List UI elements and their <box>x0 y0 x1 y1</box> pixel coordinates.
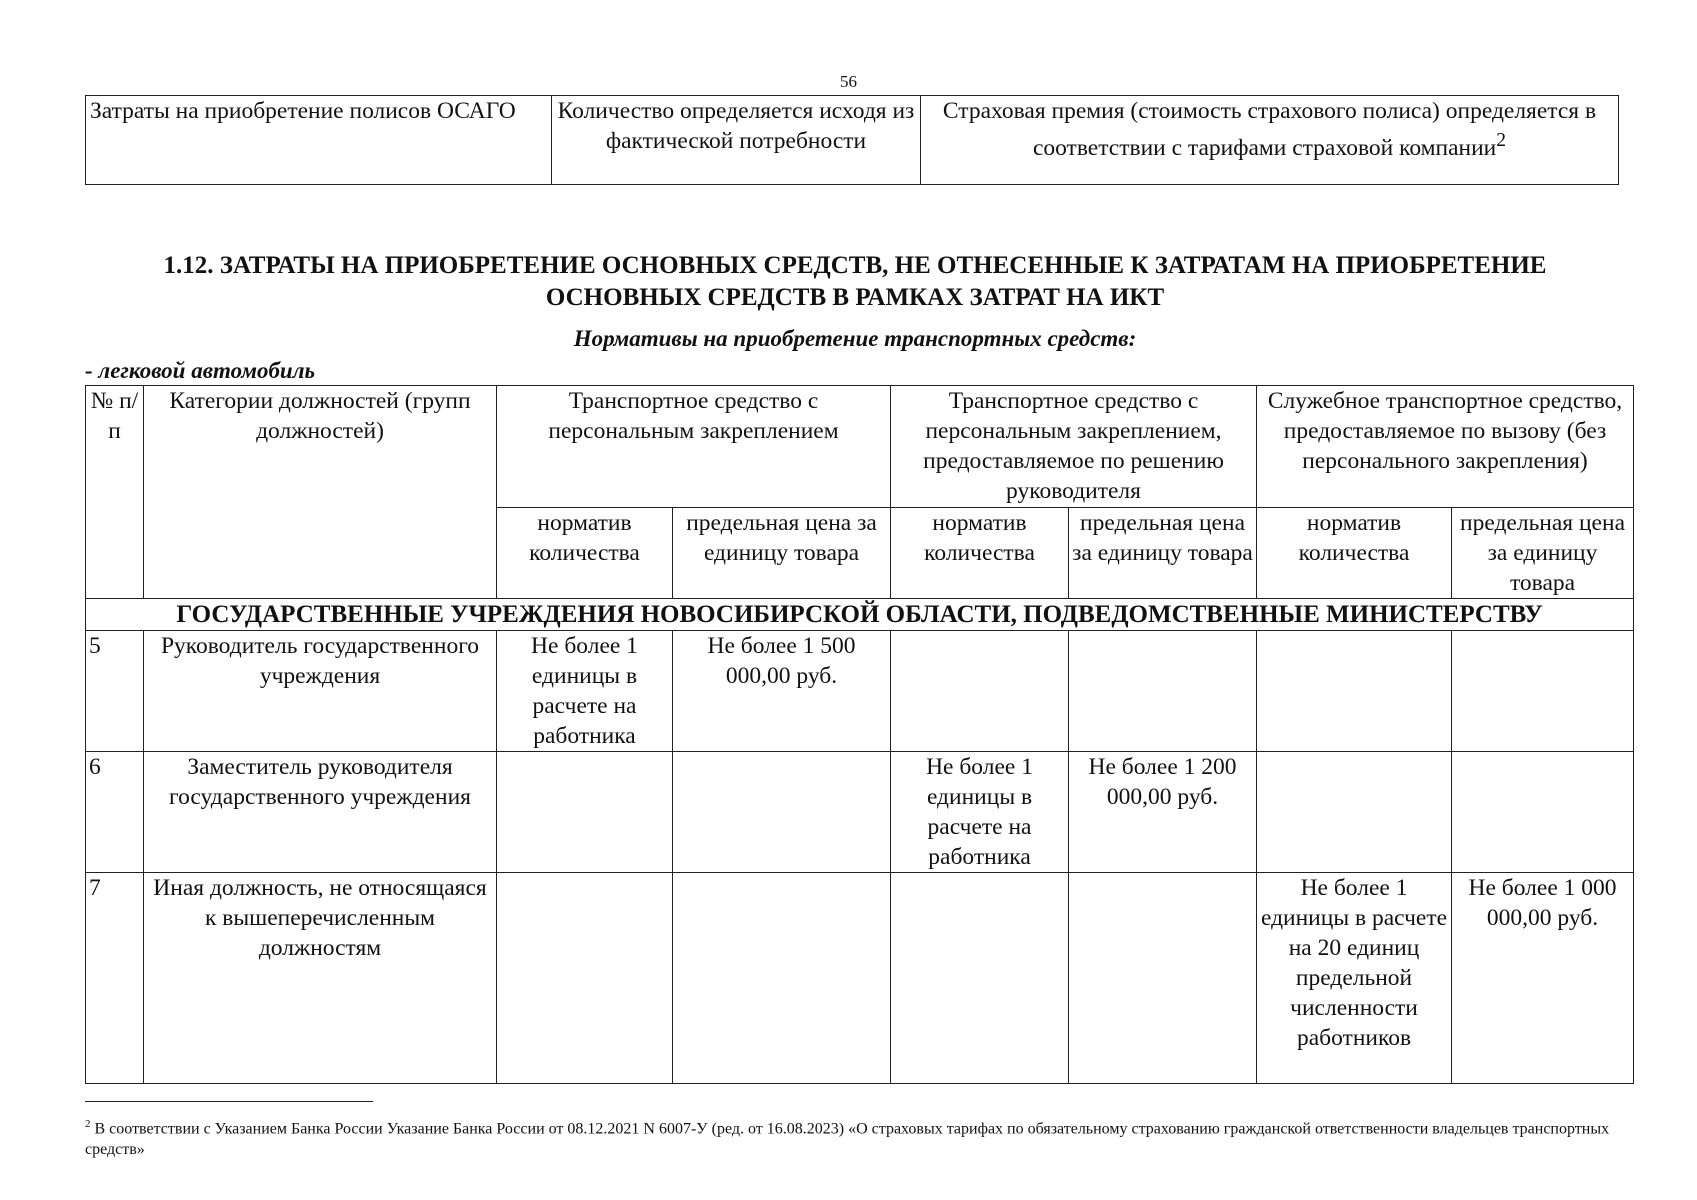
cell-g1-qty <box>497 752 673 873</box>
subtitle: Нормативы на приобретение транспортных средств: <box>573 326 1137 351</box>
header-norm-qty: норматив количества <box>497 508 673 599</box>
row-category: Иная должность, не относящаяся к вышеперечисленным должностям <box>144 873 497 1084</box>
cell-g2-qty <box>891 873 1069 1084</box>
cell-g1-qty <box>497 873 673 1084</box>
cell-g2-price <box>1069 631 1257 752</box>
row-num: 5 <box>86 631 144 752</box>
cell-g1-price: Не более 1 500 000,00 руб. <box>673 631 891 752</box>
cell-g2-qty: Не более 1 единицы в расчете на работника <box>891 752 1069 873</box>
section-row-title: ГОСУДАРСТВЕННЫЕ УЧРЕЖДЕНИЯ НОВОСИБИРСКОЙ ОБЛАСТИ, ПОДВЕДОМСТВЕННЫЕ МИНИСТЕРСТВУ <box>86 599 1634 631</box>
table-row <box>86 631 1634 752</box>
header-row <box>86 386 1634 508</box>
cell-g3-price <box>1452 752 1634 873</box>
footnote-mark: 2 <box>1496 130 1507 151</box>
row-num: 6 <box>86 752 144 873</box>
cell-g1-price <box>673 873 891 1084</box>
header-max-price: предельная цена за единицу товара <box>673 508 891 599</box>
footnote-separator <box>85 1101 373 1102</box>
osago-price-text: Страховая премия (стоимость страхового полиса) определяется в соответствии с тарифами страховой компании <box>942 98 1597 161</box>
section-title: 1.12. ЗАТРАТЫ НА ПРИОБРЕТЕНИЕ ОСНОВНЫХ СРЕДСТВ, НЕ ОТНЕСЕННЫЕ К ЗАТРАТАМ НА ПРИОБРЕТЕНИЕ ОСНОВНЫХ СРЕДСТВ В РАМКАХ ЗАТРАТ НА ИКТ <box>163 252 1547 311</box>
cell-g3-qty <box>1257 752 1452 873</box>
table-row <box>86 96 1619 185</box>
header-max-price: предельная цена за единицу товара <box>1069 508 1257 599</box>
cell-g1-price <box>673 752 891 873</box>
header-max-price: предельная цена за единицу товара <box>1452 508 1634 599</box>
header-group-on-call: Служебное транспортное средство, предоставляемое по вызову (без персонального закрепления) <box>1257 386 1634 508</box>
footnote <box>85 1114 1625 1160</box>
osago-price-cell <box>921 96 1619 185</box>
header-norm-qty: норматив количества <box>891 508 1069 599</box>
header-category: Категории должностей (групп должностей) <box>144 386 497 599</box>
header-group-personal: Транспортное средство с персональным закреплением <box>497 386 891 508</box>
osago-quantity-cell: Количество определяется исходя из фактической потребности <box>552 96 921 185</box>
page-number: 56 <box>840 72 857 91</box>
cell-g3-qty <box>1257 631 1452 752</box>
cell-g1-qty: Не более 1 единицы в расчете на работника <box>497 631 673 752</box>
vehicle-norms-table <box>85 385 1634 1084</box>
section-row <box>86 599 1634 631</box>
table-caption: - легковой автомобиль <box>85 358 316 383</box>
cell-g2-price: Не более 1 200 000,00 руб. <box>1069 752 1257 873</box>
cell-g2-price <box>1069 873 1257 1084</box>
row-category: Руководитель государственного учреждения <box>144 631 497 752</box>
cell-g3-price <box>1452 631 1634 752</box>
header-norm-qty: норматив количества <box>1257 508 1452 599</box>
table-row <box>86 752 1634 873</box>
footnote-mark: 2 <box>85 1118 91 1130</box>
cell-g3-qty: Не более 1 единицы в расчете на 20 единиц предельной численности работников <box>1257 873 1452 1084</box>
header-num: № п/п <box>86 386 144 599</box>
header-group-by-decision: Транспортное средство с персональным закреплением, предоставляемое по решению руководителя <box>891 386 1257 508</box>
osago-table <box>85 95 1619 185</box>
osago-item-cell: Затраты на приобретение полисов ОСАГО <box>86 96 552 185</box>
cell-g3-price: Не более 1 000 000,00 руб. <box>1452 873 1634 1084</box>
table-row <box>86 873 1634 1084</box>
row-category: Заместитель руководителя государственного учреждения <box>144 752 497 873</box>
footnote-text: В соответствии с Указанием Банка России Указание Банка России от 08.12.2021 N 6007-У (ред. от 16.08.2023) «О страховых тарифах по обязательному страхованию гражданской ответственности владельцев транспортных средств» <box>85 1120 1610 1159</box>
row-num: 7 <box>86 873 144 1084</box>
cell-g2-qty <box>891 631 1069 752</box>
